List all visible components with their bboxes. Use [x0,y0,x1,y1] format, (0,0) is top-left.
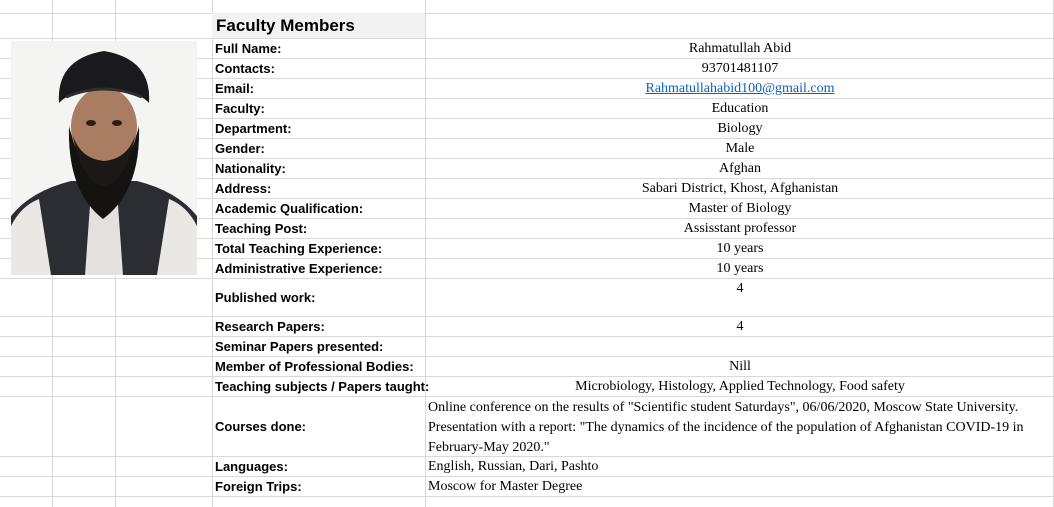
column-divider [212,0,213,507]
row-divider [0,356,1054,357]
value-gender: Male [725,141,755,156]
label-foreign-trips: Foreign Trips: [215,479,302,494]
email-link[interactable]: Rahmatullahabid100@gmail.com [645,81,835,96]
value-teaching-subjects: Microbiology, Histology, Applied Technology, Food safety [575,379,905,394]
portrait-image [11,41,197,275]
value-full-name: Rahmatullah Abid [688,41,792,56]
value-faculty: Education [711,101,769,116]
value-contacts: 93701481107 [701,61,779,76]
label-gender: Gender: [215,141,265,156]
row-divider [0,316,1054,317]
row-divider [0,336,1054,337]
value-total-teaching-experience: 10 years [716,241,764,256]
value-research-papers: 4 [736,319,744,334]
value-nationality: Afghan [719,161,761,176]
label-address: Address: [215,181,272,196]
row-divider [0,476,1054,477]
sheet-title: Faculty Members [216,16,355,35]
profile-photo [11,41,197,275]
label-research-papers: Research Papers: [215,319,325,334]
row-divider [0,13,1054,14]
value-languages: English, Russian, Dari, Pashto [428,459,599,474]
value-professional-bodies: Nill [729,359,751,374]
row-divider [0,396,1054,397]
value-administrative-experience: 10 years [716,261,764,276]
label-courses-done: Courses done: [215,419,307,434]
label-academic-qualification: Academic Qualification: [215,201,364,216]
value-address: Sabari District, Khost, Afghanistan [641,181,839,196]
row-divider [0,376,1054,377]
label-department: Department: [215,121,292,136]
row-divider [0,496,1054,497]
label-nationality: Nationality: [215,161,286,176]
value-academic-qualification: Master of Biology [688,201,792,216]
label-full-name: Full Name: [215,41,282,56]
label-teaching-post: Teaching Post: [215,221,308,236]
label-faculty: Faculty: [215,101,265,116]
label-total-teaching-experience: Total Teaching Experience: [215,241,383,256]
value-department: Biology [717,121,763,136]
row-divider [0,38,1054,39]
label-seminar-papers: Seminar Papers presented: [215,339,384,354]
value-foreign-trips: Moscow for Master Degree [428,479,583,494]
value-teaching-post: Assisstant professor [683,221,797,236]
label-professional-bodies: Member of Professional Bodies: [215,359,414,374]
value-published-work: 4 [736,281,744,296]
value-courses-done: Online conference on the results of "Scientific student Saturdays", 06/06/2020, Moscow State University. Presentation with a report: "The dynamics of the incidence of the population of Afghanistan COVID-19 in February-May 2020." [428,400,1024,455]
label-administrative-experience: Administrative Experience: [215,261,383,276]
label-languages: Languages: [215,459,288,474]
label-email: Email: [215,81,255,96]
row-divider [0,278,1054,279]
label-published-work: Published work: [215,290,316,305]
label-teaching-subjects: Teaching subjects / Papers taught: [215,379,430,394]
label-contacts: Contacts: [215,61,275,76]
